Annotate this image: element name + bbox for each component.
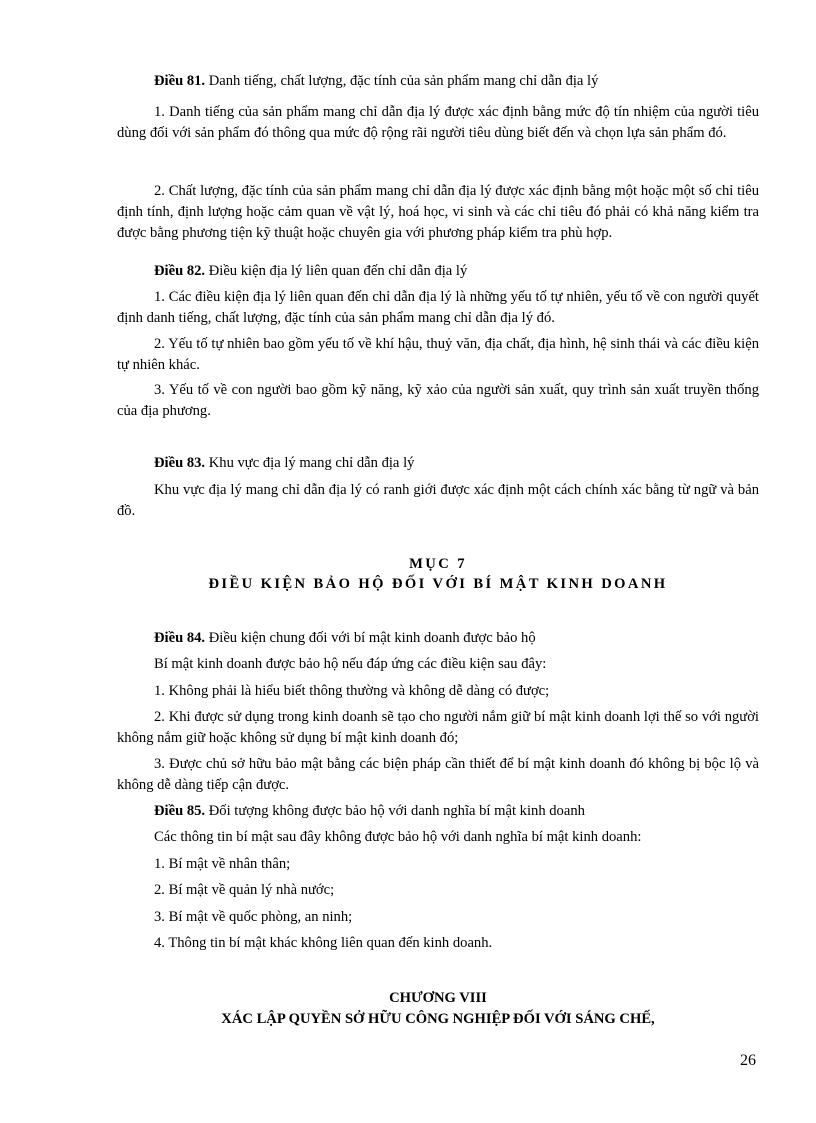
article-85-title: Đối tượng không được bảo hộ với danh nghĩa bí mật kinh doanh — [205, 803, 585, 819]
article-82-title: Điều kiện địa lý liên quan đến chỉ dẫn địa lý — [205, 263, 468, 279]
article-83-title: Khu vực địa lý mang chỉ dẫn địa lý — [205, 455, 415, 471]
article-83-heading — [117, 453, 759, 474]
article-82-clause-2: 2. Yếu tố tự nhiên bao gồm yếu tố về khí hậu, thuỷ văn, địa chất, địa hình, hệ sinh thái và các điều kiện tự nhiên khác. — [117, 336, 759, 373]
article-84-title: Điều kiện chung đối với bí mật kinh doanh được bảo hộ — [205, 630, 536, 646]
article-85-item-3: 3. Bí mật về quốc phòng, an ninh; — [154, 909, 353, 925]
article-81-number: Điều 81. — [154, 73, 206, 89]
article-85-item-1: 1. Bí mật về nhân thân; — [154, 856, 291, 872]
section-7-heading: MỤC 7 — [409, 556, 467, 572]
article-81-clause-1: 1. Danh tiếng của sản phẩm mang chỉ dẫn địa lý được xác định bằng mức độ tín nhiệm của người tiêu dùng đối với sản phẩm đó thông qua mức độ rộng rãi người tiêu dùng biết đến và chọn lựa sản phẩm đó. — [117, 104, 759, 141]
article-84-clause-3: 3. Được chủ sở hữu bảo mật bằng các biện pháp cần thiết để bí mật kinh doanh đó không bị bộc lộ và không dễ dàng tiếp cận được. — [117, 756, 759, 793]
chapter-8-title: XÁC LẬP QUYỀN SỞ HỮU CÔNG NGHIỆP ĐỐI VỚI SÁNG CHẾ, — [221, 1011, 655, 1027]
article-85-number: Điều 85. — [154, 803, 206, 819]
article-82-heading — [117, 261, 759, 282]
section-7-title: ĐIỀU KIỆN BẢO HỘ ĐỐI VỚI BÍ MẬT KINH DOANH — [208, 576, 668, 592]
article-84-heading — [117, 628, 759, 649]
article-83-body: Khu vực địa lý mang chỉ dẫn địa lý có ranh giới được xác định một cách chính xác bằng từ ngữ và bản đồ. — [117, 482, 759, 519]
article-85-item-2: 2. Bí mật về quản lý nhà nước; — [154, 882, 335, 898]
article-82-clause-1: 1. Các điều kiện địa lý liên quan đến chỉ dẫn địa lý là những yếu tố tự nhiên, yếu tố về con người quyết định danh tiếng, chất lượng, đặc tính của sản phẩm mang chỉ dẫn địa lý đó. — [117, 289, 759, 326]
page-number: 26 — [740, 1052, 756, 1069]
article-85-heading — [117, 801, 759, 822]
article-82-number: Điều 82. — [154, 263, 206, 279]
article-85-intro: Các thông tin bí mật sau đây không được bảo hộ với danh nghĩa bí mật kinh doanh: — [154, 829, 642, 845]
chapter-8-heading: CHƯƠNG VIII — [389, 990, 487, 1006]
article-84-clause-2: 2. Khi được sử dụng trong kinh doanh sẽ tạo cho người nắm giữ bí mật kinh doanh lợi thế so với người không nắm giữ hoặc không sử dụng bí mật kinh doanh đó; — [117, 709, 759, 746]
article-85-item-4: 4. Thông tin bí mật khác không liên quan đến kinh doanh. — [154, 935, 493, 951]
article-84-intro: Bí mật kinh doanh được bảo hộ nếu đáp ứng các điều kiện sau đây: — [154, 656, 547, 672]
article-84-clause-1: 1. Không phải là hiểu biết thông thường và không dễ dàng có được; — [154, 683, 550, 699]
article-83-number: Điều 83. — [154, 455, 206, 471]
article-81-clause-2: 2. Chất lượng, đặc tính của sản phẩm mang chỉ dẫn địa lý được xác định bằng một hoặc một số chỉ tiêu định tính, định lượng hoặc cảm quan về vật lý, hoá học, vi sinh và các chỉ tiêu đó phải có khả năng kiểm tra được bằng phương tiện kỹ thuật hoặc chuyên gia với phương pháp kiểm tra phù hợp. — [117, 183, 759, 241]
article-81-heading — [117, 71, 759, 92]
article-82-clause-3: 3. Yếu tố về con người bao gồm kỹ năng, kỹ xảo của người sản xuất, quy trình sản xuất truyền thống của địa phương. — [117, 382, 759, 419]
article-81-title: Danh tiếng, chất lượng, đặc tính của sản phẩm mang chỉ dẫn địa lý — [205, 73, 599, 89]
article-84-number: Điều 84. — [154, 630, 206, 646]
